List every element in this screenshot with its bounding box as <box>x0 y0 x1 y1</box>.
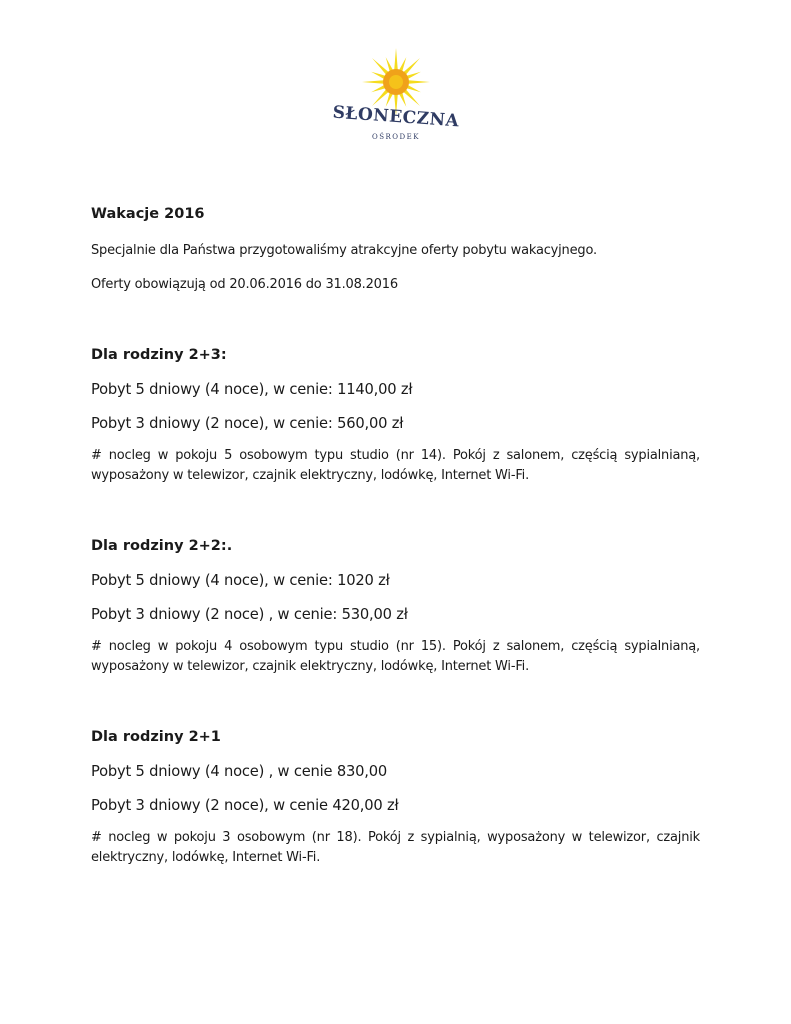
logo-name: SŁONECZNA <box>331 102 460 132</box>
room-note: # nocleg w pokoju 4 osobowym typu studio (nr 15). Pokój z salonem, częścią sypialnianą, wyposażony w telewizor, czajnik elektryczny, lodówkę, Internet Wi-Fi. <box>91 639 700 674</box>
offer-5-days: Pobyt 5 dniowy (4 noce), w cenie: 1140,00 zł <box>91 381 413 398</box>
offer-3-days: Pobyt 3 dniowy (2 noce), w cenie 420,00 zł <box>91 797 399 814</box>
sloneczna-logo <box>0 42 791 147</box>
section-title: Dla rodziny 2+3: <box>91 347 227 363</box>
intro-line-1: Specjalnie dla Państwa przygotowaliśmy atrakcyjne oferty pobytu wakacyjnego. <box>91 243 597 258</box>
logo-subtitle: OŚRODEK <box>371 133 420 141</box>
offer-3-days: Pobyt 3 dniowy (2 noce), w cenie: 560,00 zł <box>91 415 404 432</box>
document-body <box>91 204 700 868</box>
sun-logo-icon <box>326 42 466 147</box>
sun-ray <box>362 80 385 84</box>
offer-5-days: Pobyt 5 dniowy (4 noce), w cenie: 1020 zł <box>91 572 390 589</box>
offer-3-days: Pobyt 3 dniowy (2 noce) , w cenie: 530,00 zł <box>91 606 408 623</box>
section-title: Dla rodziny 2+1 <box>91 729 221 745</box>
sun-core <box>389 75 403 89</box>
intro-line-2: Oferty obowiązują od 20.06.2016 do 31.08.2016 <box>91 277 398 292</box>
offer-section-1 <box>91 345 700 486</box>
sun-ray <box>394 48 398 71</box>
offer-section-2 <box>91 536 700 677</box>
page-title: Wakacje 2016 <box>91 206 205 222</box>
sun-ray <box>406 80 429 84</box>
room-note: # nocleg w pokoju 3 osobowym (nr 18). Pokój z sypialnią, wyposażony w telewizor, czajnik elektryczny, lodówkę, Internet Wi-Fi. <box>91 830 700 865</box>
section-title: Dla rodziny 2+2:. <box>91 538 233 554</box>
room-note: # nocleg w pokoju 5 osobowym typu studio (nr 14). Pokój z salonem, częścią sypialnianą, wyposażony w telewizor, czajnik elektryczny, lodówkę, Internet Wi-Fi. <box>91 448 700 483</box>
offer-section-3 <box>91 727 700 868</box>
offer-5-days: Pobyt 5 dniowy (4 noce) , w cenie 830,00 <box>91 763 388 780</box>
